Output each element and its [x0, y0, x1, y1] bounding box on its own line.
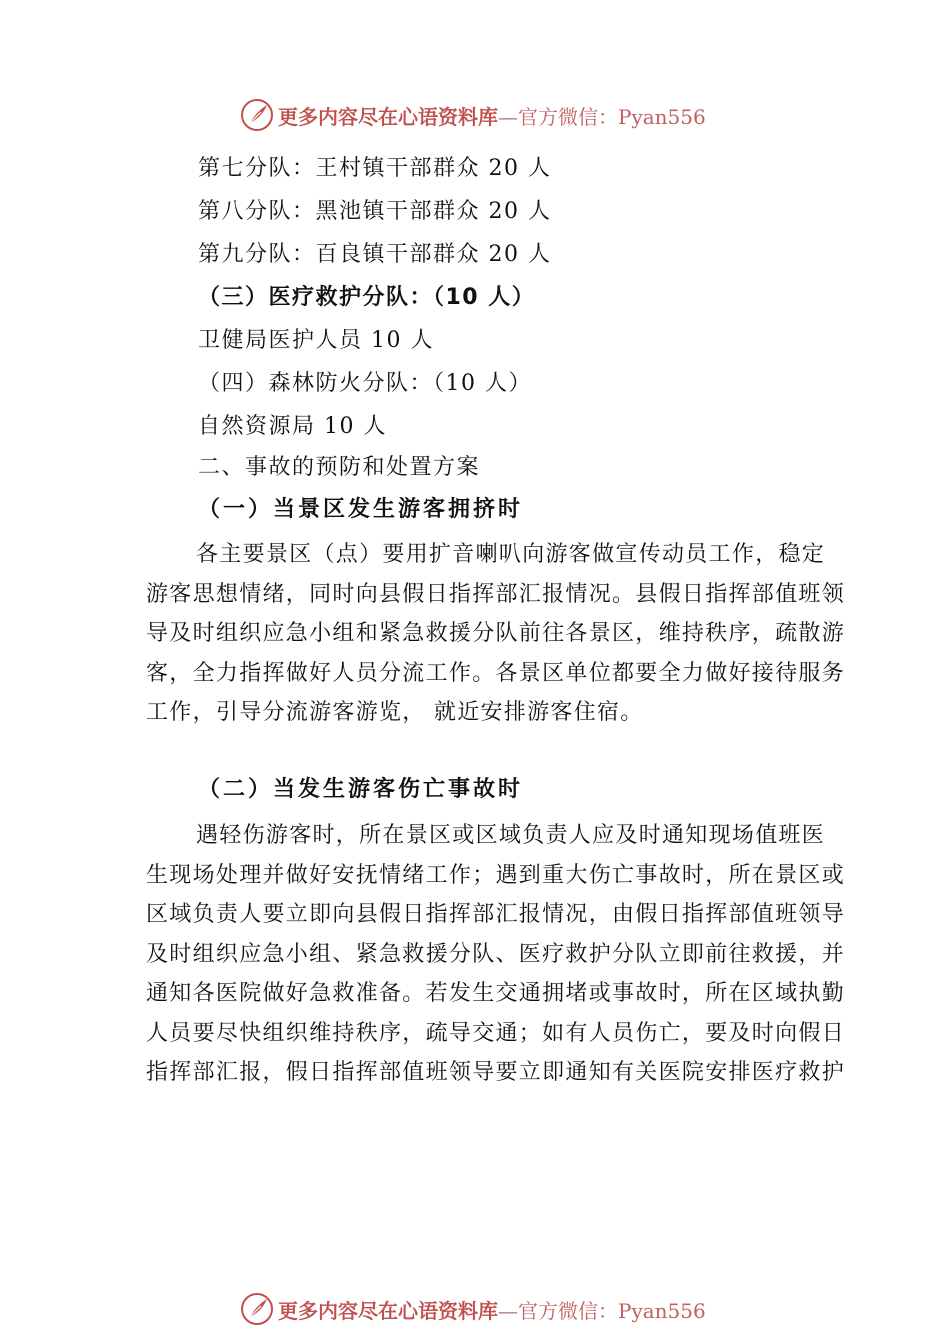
medical-team-body: 卫健局医护人员 10 人: [198, 328, 434, 353]
banner-wechat-label: 官方微信：: [518, 104, 618, 129]
team9-line: 第九分队：百良镇干部群众 20 人: [198, 242, 552, 267]
forest-team-body: 自然资源局 10 人: [198, 414, 387, 439]
subsection1-title: （一）当景区发生游客拥挤时: [198, 497, 524, 522]
forest-team-heading: （四）森林防火分队：（10 人）: [198, 371, 532, 396]
medical-team-heading: （三）医疗救护分队：（10 人）: [198, 285, 536, 310]
banner-brand: 更多内容尽在心语资料库: [278, 104, 498, 129]
team7-line: 第七分队：王村镇干部群众 20 人: [198, 156, 552, 181]
banner-separator: —: [498, 104, 518, 129]
footer-wechat-id: Pyan556: [618, 1298, 706, 1323]
feather-logo-icon: [240, 1292, 274, 1326]
footer-brand: 更多内容尽在心语资料库: [278, 1298, 498, 1323]
footer-wechat-label: 官方微信：: [518, 1298, 618, 1323]
subsection2-title: （二）当发生游客伤亡事故时: [198, 777, 524, 802]
header-banner: [240, 98, 706, 132]
paragraph-casualty: 遇轻伤游客时，所在景区或区域负责人应及时通知现场值班医生现场处理并做好安抚情绪工作；遇到重大伤亡事故时，所在景区或区域负责人要立即向县假日指挥部汇报情况，由假日指挥部值班领导及时组织应急小组、紧急救援分队、医疗救护分队立即前往救援，并通知各医院做好急救准备。若发生交通拥堵或事故时，所在区域执勤人员要尽快组织维持秩序，疏导交通；如有人员伤亡，要及时向假日指挥部汇报，假日指挥部值班领导要立即通知有关医院安排医疗救护: [146, 823, 846, 1085]
feather-logo-icon: [240, 98, 274, 132]
footer-banner: [240, 1292, 706, 1326]
paragraph-crowding: 各主要景区（点）要用扩音喇叭向游客做宣传动员工作，稳定游客思想情绪，同时向县假日指挥部汇报情况。县假日指挥部值班领导及时组织应急小组和紧急救援分队前往各景区，维持秩序，疏散游客，全力指挥做好人员分流工作。各景区单位都要全力做好接待服务工作，引导分流游客游览， 就近安排游客住宿。: [146, 542, 846, 725]
banner-wechat-id: Pyan556: [618, 104, 706, 129]
footer-separator: —: [498, 1298, 518, 1323]
team8-line: 第八分队：黑池镇干部群众 20 人: [198, 199, 552, 224]
section2-title: 二、事故的预防和处置方案: [198, 455, 481, 480]
